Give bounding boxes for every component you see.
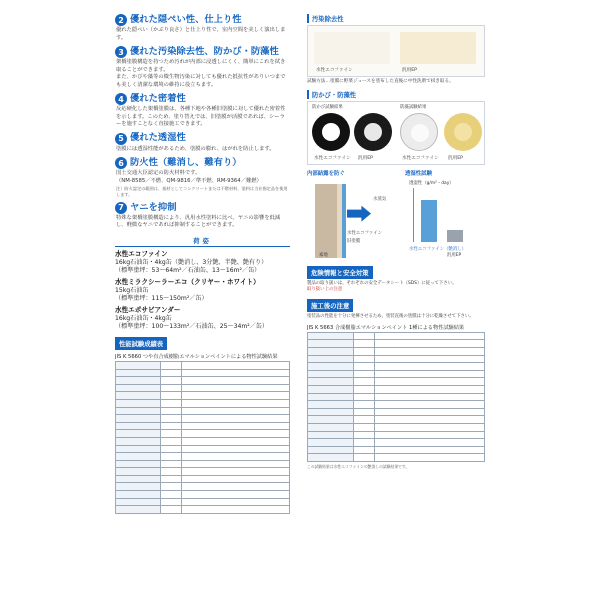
table-cell — [116, 468, 161, 476]
table-cell — [182, 422, 290, 430]
table-cell — [375, 423, 485, 431]
table-cell — [354, 401, 375, 409]
table-row — [116, 468, 290, 476]
table-row — [116, 415, 290, 423]
table-cell — [354, 423, 375, 431]
table-row — [116, 399, 290, 407]
table-row — [116, 453, 290, 461]
section-body: 塗膜には透湿性能があるため、塗膜の膨れ、はがれを防止します。 — [116, 145, 275, 152]
stain-photo — [307, 25, 485, 77]
mold-dish-label-4: 汎用EP — [448, 155, 463, 161]
section-body: 架橋塗膜構造を持つため汚れが内部に浸透しにくく、簡単にこれを拭き取ることができます。 また、かびや藻等の微生物汚染に対しても優れた抵抗性がありいつまでも美しく清潔な環境の維持に役立ちます。 — [116, 59, 286, 88]
table-cell — [354, 332, 375, 340]
paint-layer — [342, 184, 346, 258]
table-cell — [375, 347, 485, 355]
product-item — [115, 306, 290, 331]
table-row — [308, 454, 485, 462]
table-cell — [182, 475, 290, 483]
product-item — [115, 250, 290, 275]
table-cell — [161, 498, 182, 506]
table-row — [308, 439, 485, 447]
product-spec: 15kg石油缶 （標準塗坪：115〜150m²／缶） — [115, 286, 208, 302]
table-row — [308, 431, 485, 439]
substrate-layer — [315, 184, 337, 258]
stain-swatch-2 — [400, 32, 476, 64]
section-heading — [115, 157, 290, 169]
table-cell — [116, 430, 161, 438]
right-column — [307, 10, 485, 586]
table-cell — [161, 399, 182, 407]
table-row — [116, 460, 290, 468]
table-row — [116, 422, 290, 430]
table-cell — [354, 355, 375, 363]
products-heading: 荷姿 — [115, 236, 290, 247]
perf-footnote: この試験結果は水性エコファインの艶消しの試験結果です。 — [307, 463, 410, 469]
section-title: 優れた汚染除去性、防かび・防藻性 — [130, 45, 279, 57]
stain-note: 試験方法…塗膜に野菜ジュースを塗布した直後に中性洗剤で拭き取る。 — [307, 79, 454, 84]
table-cell — [375, 363, 485, 371]
perf-table-1 — [115, 361, 290, 514]
section-number-icon: 2 — [115, 14, 127, 26]
table-row — [308, 370, 485, 378]
table-row — [308, 355, 485, 363]
table-cell — [308, 347, 354, 355]
table-row — [308, 416, 485, 424]
table-cell — [161, 475, 182, 483]
bar-label-ep: 汎用EP — [447, 252, 462, 258]
diagram-label-oldfilm: 旧塗膜 — [347, 238, 361, 244]
section-number-icon: 5 — [115, 133, 127, 145]
table-cell — [182, 468, 290, 476]
section-title: 優れた密着性 — [130, 92, 186, 104]
section-heading — [115, 93, 290, 105]
table-cell — [308, 431, 354, 439]
section-title: 優れた隠ぺい性、仕上り性 — [130, 13, 242, 25]
table-cell — [354, 378, 375, 386]
table-cell — [161, 453, 182, 461]
mold-label-1: 防かび試験結果 — [312, 104, 343, 110]
table-row — [116, 437, 290, 445]
table-cell — [182, 361, 290, 369]
table-cell — [354, 446, 375, 454]
mold-dish-1 — [312, 113, 350, 151]
table-cell — [375, 401, 485, 409]
section-note: 注）防火認定の範囲は、基材としてコンクリートまたは不燃材料、塗料は当社指定品を使用します。 — [116, 186, 288, 198]
section-title: ヤニを抑制 — [130, 201, 177, 213]
table-cell — [375, 340, 485, 348]
table-cell — [161, 392, 182, 400]
table-row — [308, 347, 485, 355]
table-cell — [161, 384, 182, 392]
product-spec: 16kg石油缶・4kg缶 （標準塗坪：100〜133m²／石油缶、25〜34m²／缶） — [115, 314, 269, 330]
table-cell — [116, 445, 161, 453]
table-cell — [182, 415, 290, 423]
section-body: 国土交通大臣認定の防火材料です。 （NM-8585／不燃、QM-9816／準不燃、RM-9364／難燃） — [116, 170, 262, 184]
table-cell — [308, 385, 354, 393]
table2-title: JIS K 5663 合成樹脂エマルションペイント 1種による物性試験結果 — [307, 324, 465, 331]
table-cell — [375, 332, 485, 340]
bar-label-ecofine: 水性エコファイン（艶消し） — [409, 246, 466, 252]
table-cell — [375, 355, 485, 363]
table-cell — [308, 370, 354, 378]
table-cell — [116, 475, 161, 483]
moisture-bar-chart — [407, 180, 485, 260]
table-cell — [116, 422, 161, 430]
stain-heading: 汚染除去性 — [307, 14, 485, 23]
table-cell — [182, 460, 290, 468]
table-cell — [354, 431, 375, 439]
table-cell — [354, 439, 375, 447]
table-cell — [161, 369, 182, 377]
table-row — [116, 392, 290, 400]
table-cell — [182, 506, 290, 514]
table-row — [308, 340, 485, 348]
table-cell — [354, 363, 375, 371]
table-cell — [375, 408, 485, 416]
danger-red-text: 取り扱い上の注意 — [307, 287, 343, 293]
section-number-icon: 4 — [115, 93, 127, 105]
table-cell — [182, 430, 290, 438]
table-cell — [182, 392, 290, 400]
table-cell — [116, 453, 161, 461]
mold-dish-label-1: 水性エコファイン — [314, 155, 351, 161]
table-cell — [375, 431, 485, 439]
table-row — [308, 408, 485, 416]
table-cell — [161, 483, 182, 491]
table-cell — [308, 454, 354, 462]
mold-dish-label-2: 汎用EP — [358, 155, 373, 161]
table-cell — [308, 363, 354, 371]
section-body: 特殊な架橋塗膜構造により、汎用水性塗料に比べ、ヤニの影響を低減し、軽微なヤニであれば抑制することができます。 — [116, 214, 281, 229]
bar-chart-axis — [413, 188, 414, 242]
table1-title: JIS K 5660 つや有合成樹脂エマルションペイントによる物性試験結果 — [115, 353, 278, 360]
bar-ecofine — [421, 200, 437, 242]
table-cell — [375, 454, 485, 462]
table-row — [308, 332, 485, 340]
table-cell — [308, 378, 354, 386]
bar-chart-ylabel: 透湿性（g/m²・day） — [409, 180, 454, 186]
table-cell — [161, 445, 182, 453]
table-cell — [161, 407, 182, 415]
table-cell — [182, 384, 290, 392]
table-cell — [116, 369, 161, 377]
mold-dish-2 — [354, 113, 392, 151]
diagram-label-substrate: 素地 — [319, 252, 328, 258]
section-title: 防火性（難消し、難有り） — [130, 156, 242, 168]
feature-sections — [115, 14, 290, 230]
table-cell — [375, 385, 485, 393]
table-cell — [375, 393, 485, 401]
vapor-arrow — [347, 206, 371, 222]
table-cell — [308, 340, 354, 348]
table-cell — [116, 384, 161, 392]
table-cell — [308, 408, 354, 416]
table-cell — [161, 361, 182, 369]
mold-label-2: 防藻試験結果 — [400, 104, 427, 110]
table-cell — [161, 491, 182, 499]
mold-heading: 防かび・防藻性 — [307, 90, 485, 99]
mold-dish-4 — [444, 113, 482, 151]
table-cell — [375, 439, 485, 447]
moisture-diagram — [307, 180, 405, 260]
table-cell — [116, 506, 161, 514]
table-row — [116, 475, 290, 483]
table-cell — [182, 445, 290, 453]
mold-photo — [307, 101, 485, 165]
table-cell — [375, 370, 485, 378]
table-cell — [354, 347, 375, 355]
section-title: 優れた透湿性 — [130, 132, 186, 144]
table-cell — [354, 385, 375, 393]
section-body: 反応硬化した架橋塗膜は、各種下地や各種旧塗膜に対して優れた密着性を示します。このため、塗り替えでは、旧塗膜が活膜であれば、シーラーを施すことなく直接施工できます。 — [116, 106, 286, 128]
table-row — [308, 393, 485, 401]
table-row — [308, 423, 485, 431]
table-cell — [308, 401, 354, 409]
table-cell — [182, 491, 290, 499]
left-column — [115, 10, 290, 586]
table-row — [116, 445, 290, 453]
section-number-icon: 6 — [115, 157, 127, 169]
table-cell — [116, 415, 161, 423]
table-cell — [354, 454, 375, 462]
table-row — [116, 498, 290, 506]
table-cell — [308, 416, 354, 424]
section-number-icon: 3 — [115, 46, 127, 58]
work-heading: 施工後の注意 — [307, 299, 353, 312]
table-cell — [161, 437, 182, 445]
table-row — [308, 378, 485, 386]
table-row — [308, 385, 485, 393]
table-cell — [354, 393, 375, 401]
table-cell — [116, 361, 161, 369]
bar-generic-ep — [447, 230, 463, 242]
table-cell — [354, 340, 375, 348]
table-cell — [182, 377, 290, 385]
table-cell — [375, 378, 485, 386]
moisture-heading-1: 内部結露を防ぐ — [307, 170, 345, 177]
perf-heading: 性能試験成績表 — [115, 337, 167, 350]
table-cell — [116, 407, 161, 415]
table-cell — [161, 415, 182, 423]
table-cell — [182, 453, 290, 461]
table-cell — [375, 416, 485, 424]
moisture-heading-2: 透湿性試験 — [405, 170, 432, 177]
table-row — [116, 483, 290, 491]
table-cell — [308, 393, 354, 401]
product-name: 水性ミラクシーラーエコ（クリヤー・ホワイト） — [115, 277, 260, 286]
table-cell — [308, 423, 354, 431]
table-cell — [308, 446, 354, 454]
section-heading — [115, 46, 290, 58]
table-cell — [161, 430, 182, 438]
table-cell — [161, 422, 182, 430]
table-row — [116, 506, 290, 514]
danger-text: 製品の取り扱いは、それぞれの安全データシート（SDS）に従って下さい。 — [307, 280, 457, 286]
table-cell — [116, 377, 161, 385]
table-cell — [161, 468, 182, 476]
table-cell — [116, 392, 161, 400]
product-name: 水性エポサビアンダー — [115, 305, 181, 314]
table-cell — [161, 377, 182, 385]
table-row — [116, 369, 290, 377]
table-row — [116, 407, 290, 415]
section-number-icon: 7 — [115, 202, 127, 214]
table-row — [308, 446, 485, 454]
table-cell — [182, 407, 290, 415]
product-name: 水性エコファイン — [115, 249, 168, 258]
table-cell — [161, 506, 182, 514]
table-row — [116, 377, 290, 385]
table-row — [116, 384, 290, 392]
table-row — [116, 361, 290, 369]
danger-heading: 危険情報と安全対策 — [307, 266, 373, 279]
work-text: 塗装品の性能を十分に発揮させるため、塗装直後の塗膜は十分に乾燥させて下さい。 — [307, 314, 474, 320]
table-row — [116, 491, 290, 499]
table-cell — [161, 460, 182, 468]
stain-label-2: 汎用EP — [402, 68, 417, 73]
table-row — [308, 401, 485, 409]
table-cell — [182, 483, 290, 491]
table-cell — [116, 483, 161, 491]
section-heading — [115, 133, 290, 145]
table-cell — [182, 369, 290, 377]
table-row — [116, 430, 290, 438]
product-item — [115, 278, 290, 303]
stain-swatch-1 — [314, 32, 390, 64]
table-cell — [182, 437, 290, 445]
table-row — [308, 363, 485, 371]
section-body: 優れた隠ぺい（かぶり良さ）と仕上り性で、室内空間を美しく演出します。 — [116, 27, 286, 41]
mold-dish-label-3: 水性エコファイン — [402, 155, 439, 161]
table-cell — [375, 446, 485, 454]
table-cell — [116, 498, 161, 506]
section-heading — [115, 14, 290, 26]
table-cell — [354, 408, 375, 416]
mold-dish-3 — [400, 113, 438, 151]
table-cell — [116, 437, 161, 445]
table-cell — [308, 355, 354, 363]
table-cell — [182, 399, 290, 407]
products-list — [115, 250, 290, 331]
table-cell — [182, 498, 290, 506]
table-cell — [308, 439, 354, 447]
perf-table-2 — [307, 332, 485, 462]
product-spec: 16kg石油缶・4kg缶（艶消し、3分艶、半艶、艶有り） （標準塗坪：53〜64m²／石油缶、13〜16m²／缶） — [115, 258, 268, 274]
diagram-label-paint: 水性エコファイン — [347, 230, 383, 236]
stain-label-1: 水性エコファイン — [316, 68, 353, 73]
table-cell — [308, 332, 354, 340]
table-cell — [116, 399, 161, 407]
table-cell — [116, 491, 161, 499]
section-heading — [115, 202, 290, 214]
table-cell — [354, 416, 375, 424]
table-cell — [116, 460, 161, 468]
table-cell — [354, 370, 375, 378]
diagram-label-vapor: 水蒸気 — [373, 196, 387, 202]
